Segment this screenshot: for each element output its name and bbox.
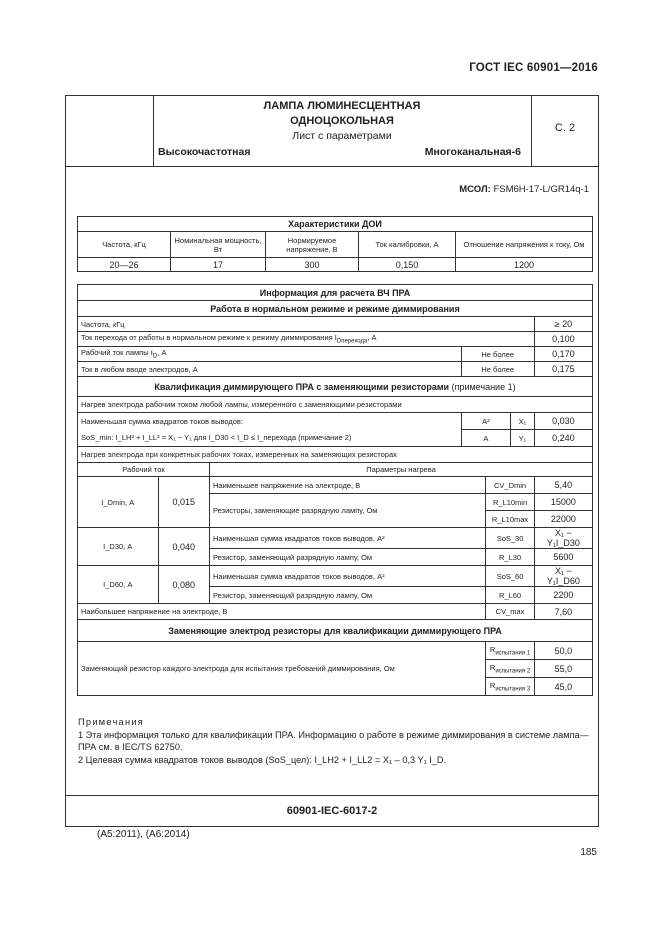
param-value: 5600 xyxy=(534,549,592,566)
y1-value: 0,240 xyxy=(534,430,592,447)
doi-header: Ток калибровки, А xyxy=(359,232,456,258)
row-label-unit: , А xyxy=(157,348,167,358)
row-value: 0,175 xyxy=(534,362,592,377)
row-label: Частота, кГц xyxy=(78,317,535,332)
subtitle: Лист с параметрами xyxy=(292,130,392,142)
lamp-type-left: Высокочастотная xyxy=(158,146,251,158)
replace-symbol-sub: испытания 2 xyxy=(495,668,531,675)
param-value: X₁ − Y₁I_D30 xyxy=(534,528,592,549)
row-label-unit: , А xyxy=(367,333,377,343)
sos-label: Наименьшая сумма квадратов токов выводов: xyxy=(78,413,462,430)
qualification-title-text: Квалификация диммирующего ПРА с заменяющими резисторами xyxy=(154,381,450,392)
current-symbol: I_D30, А xyxy=(78,528,159,566)
current-symbol: I_D60, А xyxy=(78,566,159,604)
param-label: Резистор, заменяющий разрядную лампу, Ом xyxy=(210,549,486,566)
param-value: X₁ − Y₁I_D60 xyxy=(534,566,592,587)
row-label-sub: Dперехода xyxy=(336,338,368,345)
current-value: 0,080 xyxy=(158,566,209,604)
doi-header: Номинальная мощность, Вт xyxy=(171,232,266,258)
replace-symbol-r: R xyxy=(489,680,496,690)
replace-symbol-sub: испытания 1 xyxy=(495,650,531,657)
msol-line xyxy=(459,184,589,195)
normal-mode-title: Работа в нормальном режиме и режиме диммирования xyxy=(78,301,593,317)
doi-value: 1200 xyxy=(456,258,593,272)
current-symbol: I_Dmin, А xyxy=(78,477,159,528)
lamp-type-right: Многоканальная-6 xyxy=(424,146,521,158)
y1-name: Y₁ xyxy=(511,430,535,447)
page-number: 185 xyxy=(580,847,597,858)
param-symbol: SoS_60 xyxy=(486,566,534,587)
qualification-note-ref: (примечание 1) xyxy=(451,381,516,392)
amendments: (A5:2011), (A6:2014) xyxy=(97,829,190,840)
current-value: 0,040 xyxy=(158,528,209,566)
col-params-header: Параметры нагрева xyxy=(210,463,593,477)
replace-symbol-sub: испытания 3 xyxy=(495,686,531,693)
replace-symbol xyxy=(486,660,534,678)
msol-label: МСОЛ: xyxy=(459,184,491,195)
doi-value: 0,150 xyxy=(359,258,456,272)
replace-symbol xyxy=(486,678,534,696)
param-label: Наименьшая сумма квадратов токов выводов, А² xyxy=(210,566,486,587)
x1-unit: А² xyxy=(461,413,510,430)
row-qualifier: Не более xyxy=(461,362,534,377)
row-label xyxy=(78,332,535,347)
notes xyxy=(78,716,593,766)
doi-value: 17 xyxy=(171,258,266,272)
doi-header: Нормируемое напряжение, В xyxy=(266,232,359,258)
param-label: Наименьшее напряжение на электроде, В xyxy=(210,477,486,494)
title-line-1: ЛАМПА ЛЮМИНЕСЦЕНТНАЯ xyxy=(263,100,421,112)
param-value: 2200 xyxy=(534,587,592,604)
row-label-text: Рабочий ток лампы I xyxy=(81,348,153,358)
param-label: Резисторы, заменяющие разрядную лампу, Ом xyxy=(210,494,486,528)
replace-value: 50,0 xyxy=(534,642,592,660)
param-symbol: CV_Dmin xyxy=(486,477,534,494)
heating-any-lamp: Нагрев электрода рабочим током любой лампы, измеренного с заменяющими резисторами xyxy=(78,397,593,413)
standard-number: ГОСТ IEC 60901—2016 xyxy=(469,62,598,74)
param-symbol: R_L10min xyxy=(486,494,534,511)
doi-header: Отношение напряжения к току, Ом xyxy=(456,232,593,258)
row-label xyxy=(78,347,462,362)
heating-specific: Нагрев электрода при конкретных рабочих токах, измеренных на заменяющих резисторах xyxy=(78,447,593,463)
col-current-header: Рабочий ток xyxy=(78,463,210,477)
sheet-number: 60901-IEC-6017-2 xyxy=(65,795,599,827)
replace-value: 55,0 xyxy=(534,660,592,678)
note-1: 1 Эта информация только для квалификации ПРА. Информацию о работе в режиме диммирования в системе лампа—ПРА см. в IEC/TS 62750. xyxy=(78,729,589,752)
current-value: 0,015 xyxy=(158,477,209,528)
y1-unit: А xyxy=(461,430,510,447)
param-symbol: R_L10max xyxy=(486,511,534,528)
row-label-text: Ток перехода от работы в нормальном режиме к режиму диммирования I xyxy=(81,333,337,343)
note-2: 2 Целевая сумма квадратов токов выводов (SoS_цел): I_LH2 + I_LL2 = X₁ – 0,3 Y₁ I_D. xyxy=(78,754,447,765)
ballast-info-table xyxy=(77,284,593,696)
doi-value: 20—26 xyxy=(78,258,171,272)
row-qualifier: Не более xyxy=(461,347,534,362)
param-symbol: SoS_30 xyxy=(486,528,534,549)
doi-table xyxy=(77,216,593,272)
max-voltage-symbol: CV_max xyxy=(486,604,534,620)
replace-title: Заменяющие электрод резисторы для квалификации диммирующего ПРА xyxy=(78,620,593,642)
param-symbol: R_L60 xyxy=(486,587,534,604)
param-value: 15000 xyxy=(534,494,592,511)
x1-value: 0,030 xyxy=(534,413,592,430)
replace-symbol-r: R xyxy=(489,644,496,654)
notes-title: Примечания xyxy=(78,717,145,727)
doi-header: Частота, кГц xyxy=(78,232,171,258)
doi-title: Характеристики ДОИ xyxy=(78,217,593,232)
param-value: 5,40 xyxy=(534,477,592,494)
max-voltage-label: Наибольшее напряжение на электроде, В xyxy=(78,604,486,620)
qualification-title xyxy=(78,377,593,397)
title-line-2: ОДНОЦОКОЛЬНАЯ xyxy=(290,115,394,127)
row-value: 0,100 xyxy=(534,332,592,347)
param-label: Наименьшая сумма квадратов токов выводов, А² xyxy=(210,528,486,549)
msol-value: FSM6H-17-L/GR14q-1 xyxy=(493,184,589,195)
max-voltage-value: 7,60 xyxy=(534,604,592,620)
row-label: Ток в любом вводе электродов, А xyxy=(78,362,462,377)
sheet-page-code: С. 2 xyxy=(554,122,576,134)
replace-label: Заменяющий резистор каждого электрода для испытания требований диммирования, Ом xyxy=(78,642,486,696)
replace-symbol-r: R xyxy=(489,662,496,672)
replace-value: 45,0 xyxy=(534,678,592,696)
replace-symbol xyxy=(486,642,534,660)
param-symbol: R_L30 xyxy=(486,549,534,566)
info-title: Информация для расчета ВЧ ПРА xyxy=(78,285,593,301)
x1-name: X₁ xyxy=(511,413,535,430)
param-label: Резистор, заменяющий разрядную лампу, Ом xyxy=(210,587,486,604)
row-label-sub: D xyxy=(152,353,158,360)
row-value: 0,170 xyxy=(534,347,592,362)
doi-value: 300 xyxy=(266,258,359,272)
param-value: 22000 xyxy=(534,511,592,528)
row-value: ≥ 20 xyxy=(534,317,592,332)
sos-formula: SoS_min: I_LH² + I_LL² = X₁ − Y₁ для I_D30 < I_D ≤ I_перехода (примечание 2) xyxy=(78,430,462,447)
